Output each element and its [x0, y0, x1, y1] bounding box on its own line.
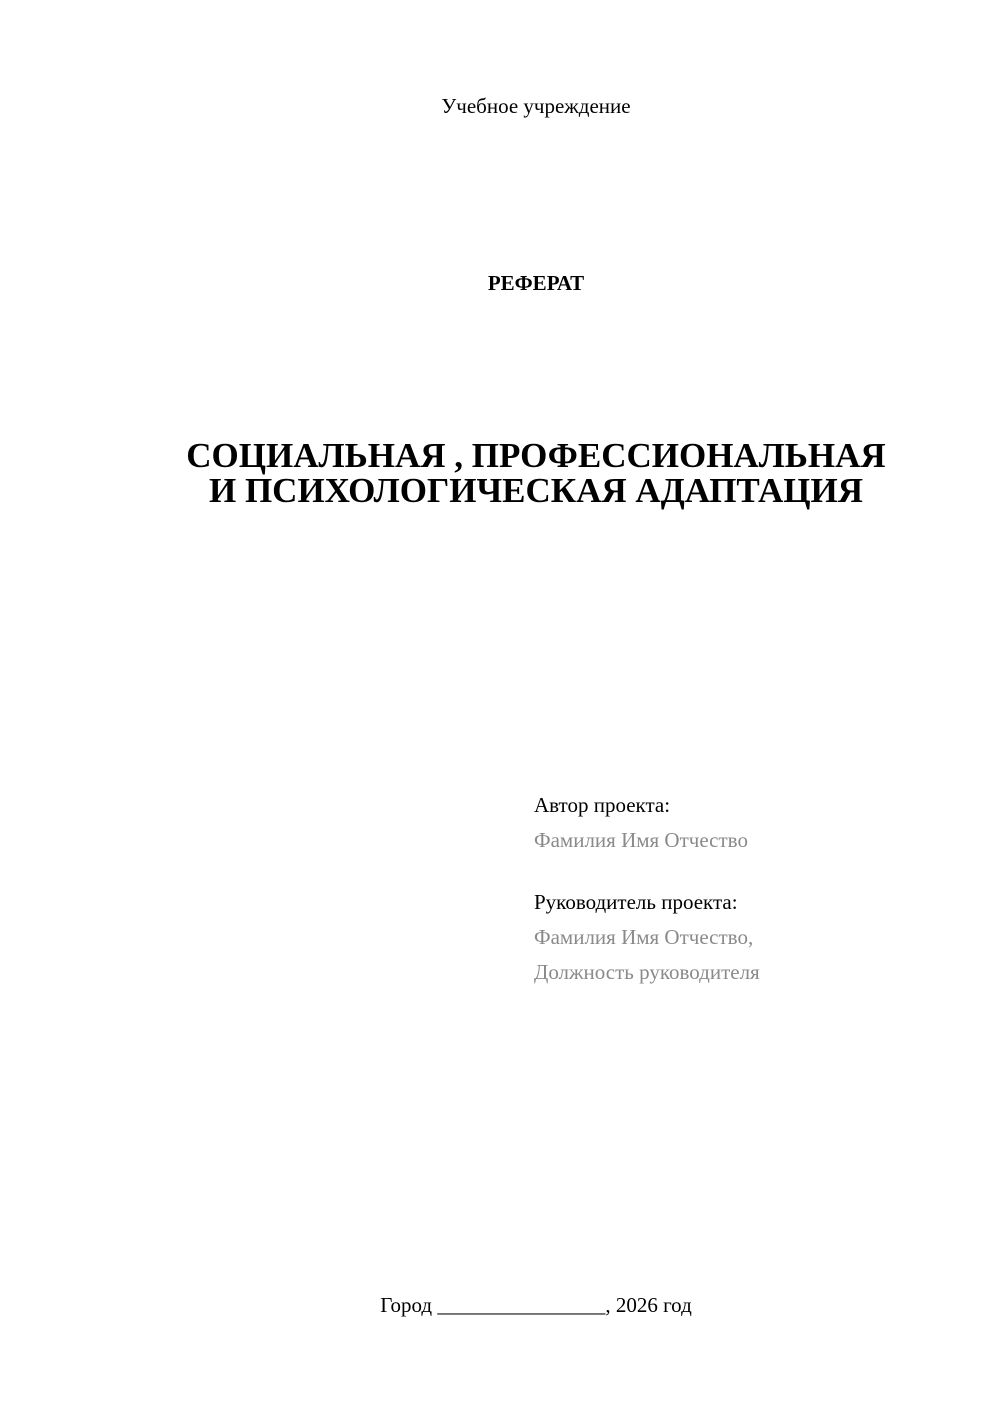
spacer [534, 858, 974, 885]
document-title-line: И ПСИХОЛОГИЧЕСКАЯ АДАПТАЦИЯ [208, 471, 864, 510]
institution-name: Учебное учреждение [441, 94, 631, 118]
author-label: Автор проекта: [534, 793, 671, 817]
author-name: Фамилия Имя Отчество [534, 828, 748, 852]
document-title-line: СОЦИАЛЬНАЯ , ПРОФЕССИОНАЛЬНАЯ [186, 436, 886, 475]
supervisor-position: Должность руководителя [534, 960, 760, 984]
supervisor-label: Руководитель проекта: [534, 890, 738, 914]
city-year-line: Город ________________, 2026 год [380, 1293, 692, 1317]
credits-block [534, 788, 974, 990]
document-title [120, 438, 952, 508]
document-type: РЕФЕРАТ [487, 271, 585, 295]
supervisor-name: Фамилия Имя Отчество, [534, 925, 754, 949]
